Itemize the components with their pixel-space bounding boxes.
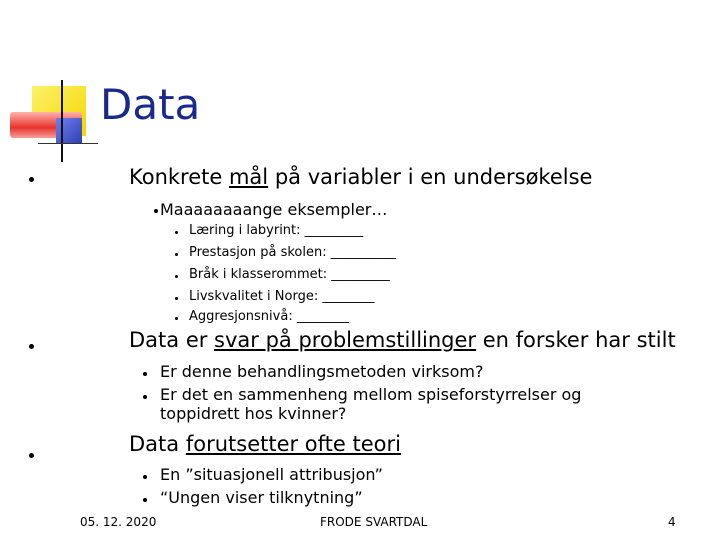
slide-logo bbox=[0, 0, 100, 170]
bullet-icon bbox=[143, 475, 147, 479]
slide-title: Data bbox=[100, 80, 201, 129]
footer-date: 05. 12. 2020 bbox=[80, 515, 157, 529]
section-1-subheading: Maaaaaaaange eksempler… bbox=[160, 200, 388, 219]
logo-horizontal-line bbox=[38, 143, 98, 144]
footer-author: FRODE SVARTDAL bbox=[320, 515, 428, 529]
list-item: Er det en sammenheng mellom spiseforstyrrelser og toppidrett hos kvinner? bbox=[160, 385, 582, 424]
list-item: En ”situasjonell attribusjon” bbox=[160, 465, 383, 484]
list-item: Bråk i klasserommet: _________ bbox=[189, 267, 390, 282]
bullet-icon bbox=[29, 177, 34, 182]
logo-blue-square bbox=[56, 118, 82, 144]
list-item: “Ungen viser tilknytning” bbox=[160, 488, 363, 507]
list-item: Livskvalitet i Norge: ________ bbox=[189, 289, 375, 304]
list-item: Læring i labyrint: _________ bbox=[189, 223, 364, 238]
bullet-icon bbox=[175, 253, 178, 256]
section-2-heading: Data er svar på problemstillinger en forsker har stilt bbox=[129, 328, 676, 352]
bullet-icon bbox=[175, 317, 178, 320]
section-3-heading: Data forutsetter ofte teori bbox=[129, 432, 401, 456]
bullet-icon bbox=[143, 498, 147, 502]
bullet-icon bbox=[29, 344, 34, 349]
bullet-icon bbox=[175, 275, 178, 278]
list-item: Prestasjon på skolen: __________ bbox=[189, 245, 396, 260]
bullet-icon bbox=[154, 209, 158, 213]
list-item: Aggresjonsnivå: ________ bbox=[189, 309, 349, 324]
bullet-icon bbox=[143, 395, 147, 399]
list-item: Er denne behandlingsmetoden virksom? bbox=[160, 362, 484, 381]
bullet-icon bbox=[29, 453, 34, 458]
logo-vertical-line bbox=[61, 80, 63, 162]
bullet-icon bbox=[175, 297, 178, 300]
footer-page-number: 4 bbox=[668, 515, 676, 529]
bullet-icon bbox=[175, 231, 178, 234]
bullet-icon bbox=[143, 372, 147, 376]
section-1-heading: Konkrete mål på variabler i en undersøkelse bbox=[129, 165, 593, 189]
